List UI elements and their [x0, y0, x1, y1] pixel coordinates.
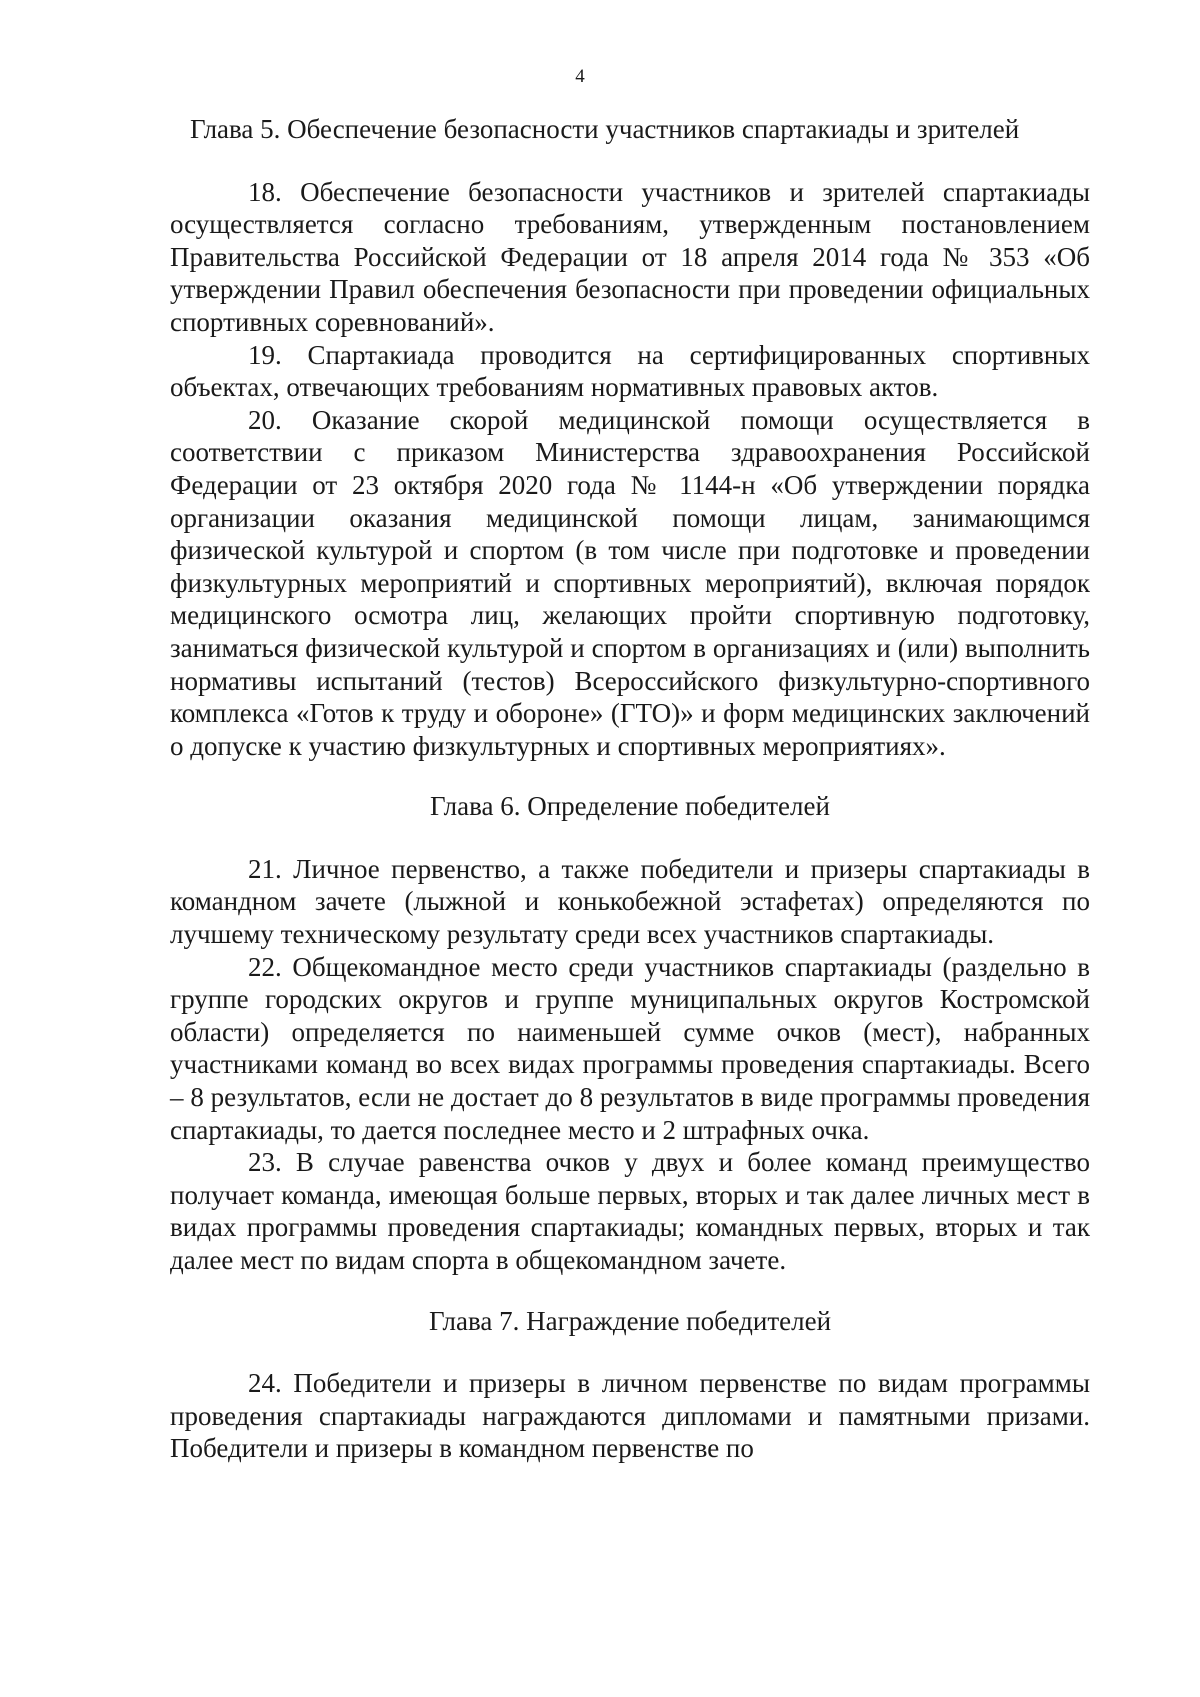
- page-number: 4: [575, 66, 585, 87]
- chapter-6-heading: Глава 6. Определение победителей: [430, 791, 830, 822]
- document-body: [170, 113, 1090, 1465]
- paragraph-18: 18. Обеспечение безопасности участников и зрителей спартакиады осуществляется согласно требованиям, утвержденным постановлением Правительства Российской Федерации от 18 апреля 2014 года № 353 «Об утверждении Правил обеспечения безопасности при проведении официальных спортивных соревнований».: [170, 176, 1090, 337]
- paragraph-23: 23. В случае равенства очков у двух и более команд преимущество получает команда, имеющая больше первых, вторых и так далее личных мест в видах программы проведения спартакиады; командных первых, вторых и так далее мест по видам спорта в общекомандном зачете.: [170, 1147, 1090, 1275]
- chapter-5-heading: Глава 5. Обеспечение безопасности участников спартакиады и зрителей: [190, 114, 1020, 144]
- paragraph-19: 19. Спартакиада проводится на сертифицированных спортивных объектах, отвечающих требованиям нормативных правовых актов.: [170, 339, 1090, 403]
- paragraph-24: 24. Победители и призеры в личном первенстве по видам программы проведения спартакиады награждаются дипломами и памятными призами. Победители и призеры в командном первенстве по: [170, 1368, 1090, 1464]
- paragraph-20: 20. Оказание скорой медицинской помощи осуществляется в соответствии с приказом Министерства здравоохранения Российской Федерации от 23 октября 2020 года № 1144-н «Об утверждении порядка организации оказания медицинской помощи лицам, занимающимся физической культурой и спортом (в том числе при подготовке и проведении физкультурных мероприятий и спортивных мероприятий), включая порядок медицинского осмотра лиц, желающих пройти спортивную подготовку, заниматься физической культурой и спортом в организациях и (или) выполнить нормативы испытаний (тестов) Всероссийского физкультурно-спортивного комплекса «Готов к труду и обороне» (ГТО)» и форм медицинских заключений о допуске к участию физкультурных и спортивных мероприятиях».: [170, 404, 1090, 761]
- paragraph-22: 22. Общекомандное место среди участников спартакиады (раздельно в группе городских округов и группе муниципальных округов Костромской области) определяется по наименьшей сумме очков (мест), набранных участниками команд во всех видах программы проведения спартакиады. Всего – 8 результатов, если не достает до 8 результатов в виде программы проведения спартакиады, то дается последнее место и 2 штрафных очка.: [170, 951, 1090, 1145]
- chapter-7-heading: Глава 7. Награждение победителей: [428, 1305, 832, 1336]
- paragraph-21: 21. Личное первенство, а также победители и призеры спартакиады в командном зачете (лыжной и конькобежной эстафетах) определяются по лучшему техническому результату среди всех участников спартакиады.: [170, 853, 1090, 950]
